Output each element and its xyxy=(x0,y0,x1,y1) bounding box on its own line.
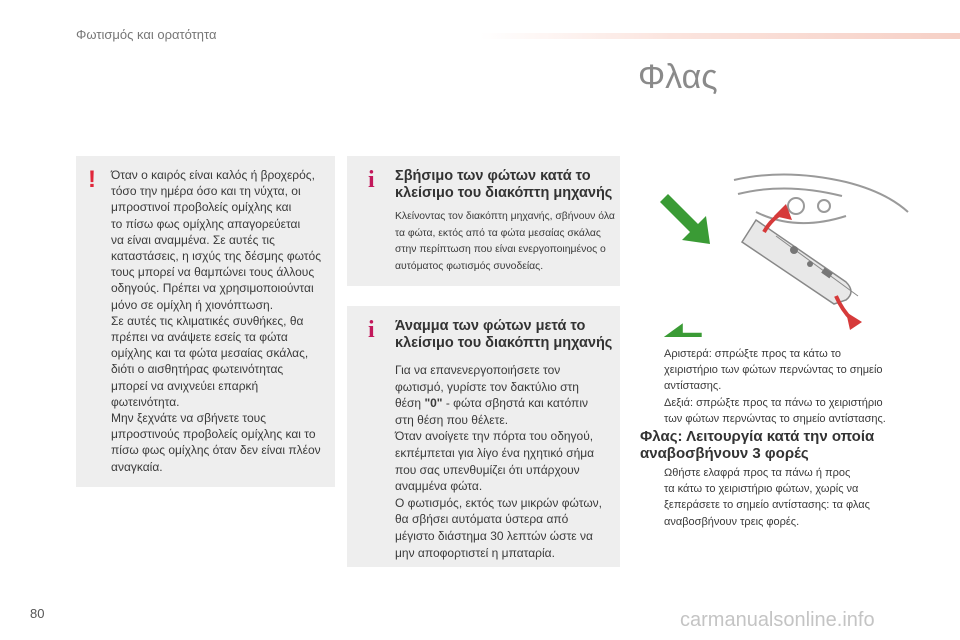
green-arrow-left-icon xyxy=(659,323,702,337)
turn-signal-instructions xyxy=(640,346,920,427)
text-line: Ο φωτισμός, εκτός των μικρών φώτων, xyxy=(395,495,603,510)
bullet-text xyxy=(664,465,870,530)
steering-wheel-icon xyxy=(734,174,908,223)
info-box-2-heading xyxy=(395,318,615,352)
text-line: καταστάσεις, η ισχύς της δέσμης φωτός xyxy=(111,249,321,264)
text-line: διότι ο αισθητήρας φωτεινότητας xyxy=(111,362,284,377)
text-line: τους μπορεί να θαμπώνει τους άλλους xyxy=(111,265,315,280)
heading-line: Άναμμα των φώτων μετά το xyxy=(395,318,586,334)
light-stalk-icon xyxy=(742,220,858,304)
text-fragment: - φώτα σβηστά και κατόπιν xyxy=(442,396,588,411)
text-line: Κλείνοντας τον διακόπτη μηχανής, σβήνουν όλα xyxy=(395,211,615,222)
text-line: πίσω φως ομίχλης όταν δεν είναι πλέον xyxy=(111,443,321,458)
bullet-marker-icon xyxy=(640,346,664,395)
bullet-item xyxy=(640,346,920,395)
warning-exclamation-icon: ! xyxy=(88,166,96,193)
text-line: μέγιστο διάστημα 30 λεπτών ώστε να xyxy=(395,528,593,543)
text-line: οδηγούς. Πρέπει να χρησιμοποιούνται xyxy=(111,281,314,296)
text-line: μπροστινοί προβολείς ομίχλης και xyxy=(111,200,292,215)
heading-line: κλείσιμο του διακόπτη μηχανής xyxy=(395,185,613,201)
text-line: τα κάτω το χειριστήριο φώτων, χωρίς να xyxy=(664,483,859,496)
bullet-text xyxy=(664,395,886,427)
text-line: που σας υπενθυμίζει ότι υπάρχουν xyxy=(395,462,580,477)
text-line: τα φώτα, εκτός από τα φώτα μεσαίας σκάλας xyxy=(395,227,601,239)
text-line: Σε αυτές τις κλιματικές συνθήκες, θα xyxy=(111,313,304,328)
info-box-1-heading xyxy=(395,168,615,202)
three-flash-instructions xyxy=(640,465,920,530)
heading-line: κλείσιμο του διακόπτη μηχανής xyxy=(395,335,613,351)
warning-text xyxy=(111,167,329,475)
bullet-item xyxy=(640,465,920,530)
text-line: Ωθήστε ελαφρά προς τα πάνω ή προς xyxy=(664,467,851,479)
text-line: στην περίπτωση που είναι ενεργοποιημένος ο xyxy=(395,244,606,255)
text-line: θα σβήσει αυτόματα ύστερα από xyxy=(395,512,569,527)
text-line: στη θέση που θέλετε. xyxy=(395,412,509,427)
info-icon: i xyxy=(368,167,375,193)
info-box-1-text xyxy=(395,209,615,275)
header-accent-bar xyxy=(480,33,960,39)
text-line: Δεξιά: σπρώξτε προς τα πάνω το χειριστήριο xyxy=(664,396,883,409)
page-number: 80 xyxy=(30,606,45,621)
text-line: το πίσω φως ομίχλης απαγορεύεται xyxy=(111,216,301,231)
text-line: ομίχλης και τα φώτα μεσαίας σκάλας, xyxy=(111,346,309,361)
text-line: ξεπεράσετε το σημείο αντίστασης: τα φλας xyxy=(664,499,870,512)
steering-column-stalk-illustration xyxy=(646,172,916,337)
position-zero-label: "0" xyxy=(424,396,443,411)
text-line: μόνο σε ομίχλη ή χιονόπτωση. xyxy=(111,297,274,312)
bullet-item xyxy=(640,395,920,427)
text-line: μπροστινούς προβολείς ομίχλης και το xyxy=(111,427,316,442)
text-line: μην αποφορτιστεί η μπαταρία. xyxy=(395,545,555,560)
bullet-marker-icon xyxy=(640,465,664,530)
info-icon: i xyxy=(368,317,375,343)
heading-line: Σβήσιμο των φώτων κατά το xyxy=(395,168,591,184)
text-line: πρέπει να ανάψετε εσείς τα φώτα xyxy=(111,330,288,345)
section-title: Φλας xyxy=(638,58,718,96)
text-line: φωτισμό, γυρίστε τον δακτύλιο στη xyxy=(395,379,579,394)
text-line: Όταν ανοίγετε την πόρτα του οδηγού, xyxy=(395,429,594,444)
text-line: Αριστερά: σπρώξτε προς τα κάτω το xyxy=(664,348,842,360)
text-line: Μην ξεχνάτε να σβήνετε τους xyxy=(111,411,267,426)
text-line: να είναι αναμμένα. Σε αυτές τις xyxy=(111,232,275,247)
watermark: carmanualsonline.info xyxy=(680,609,875,631)
bullet-marker-icon xyxy=(640,395,664,427)
stalk-down-arrow-icon xyxy=(836,296,862,330)
text-line: Όταν ο καιρός είναι καλός ή βροχερός, xyxy=(111,168,315,182)
info-box-2-text xyxy=(395,362,615,561)
text-line: χειριστήριο των φώτων περνώντας το σημείο xyxy=(664,364,883,377)
text-line: αντίστασης. xyxy=(664,380,722,393)
text-line: φωτεινότητα. xyxy=(111,394,180,409)
bullet-text xyxy=(664,346,883,395)
text-line: Για να επανενεργοποιήσετε τον xyxy=(395,363,561,377)
text-rest xyxy=(395,412,615,561)
heading-line: Φλας: Λειτουργία κατά την οποία xyxy=(640,428,875,445)
text-line: αναμμένα φώτα. xyxy=(395,479,483,494)
text-fragment: θέση xyxy=(395,396,425,411)
heading-line: αναβοσβήνουν 3 φορές xyxy=(640,445,809,462)
text-line: τόσο την ημέρα όσο και τη νύχτα, οι xyxy=(111,184,301,199)
text-line xyxy=(395,395,615,412)
text-line: των φώτων περνώντας το σημείο αντίστασης. xyxy=(664,412,886,425)
text-line: αναγκαία. xyxy=(111,459,163,474)
text-line: αναβοσβήνουν τρεις φορές. xyxy=(664,515,800,528)
text-line: αυτόματος φωτισμός συνοδείας. xyxy=(395,260,544,272)
three-flash-heading xyxy=(640,428,920,462)
green-arrow-up-right-icon xyxy=(660,194,710,244)
text-line: μπορεί να ανιχνεύει επαρκή xyxy=(111,378,259,393)
header-title: Φωτισμός και ορατότητα xyxy=(76,27,217,42)
text-line: εκπέμπεται για λίγο ένα ηχητικό σήμα xyxy=(395,445,595,460)
